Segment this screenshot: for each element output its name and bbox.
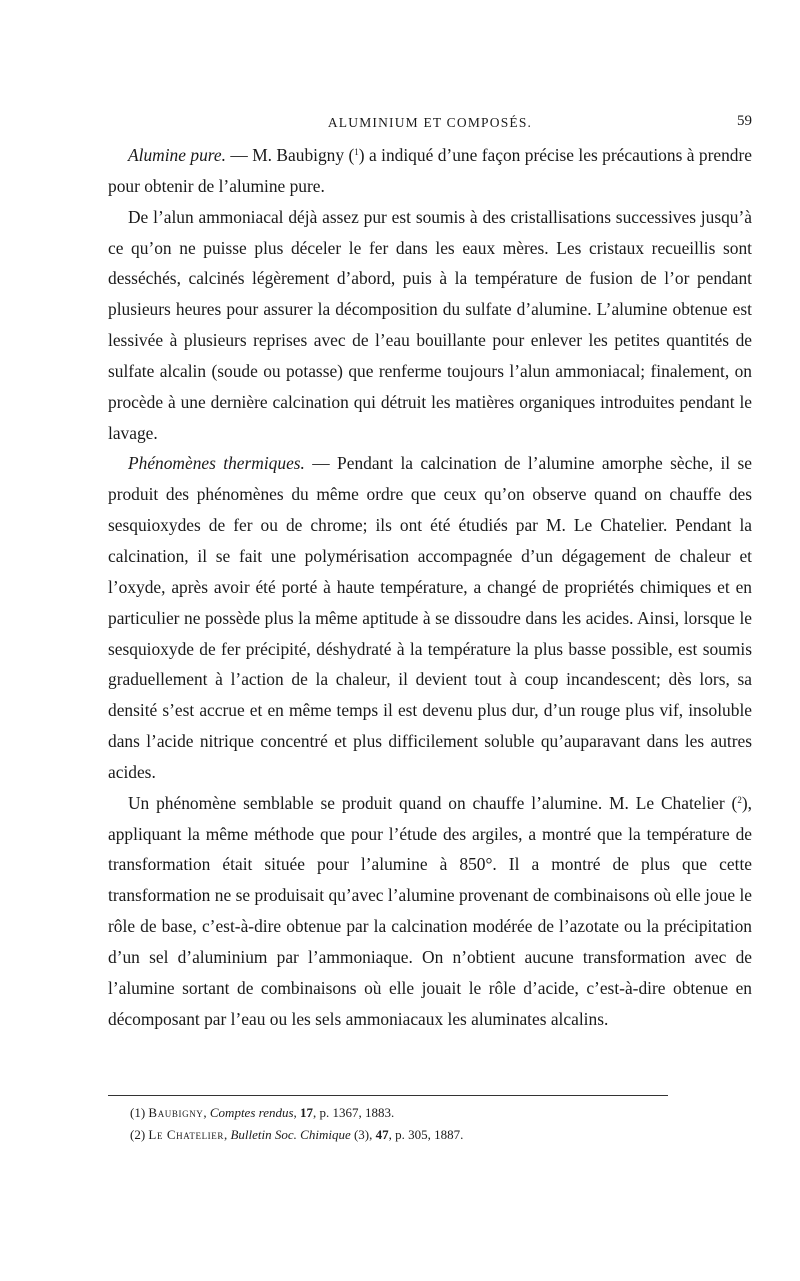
paragraph-transformation [108, 788, 752, 1035]
footnote-author: Baubigny [148, 1105, 204, 1120]
footnote-1: (1) Baubigny, Comptes rendus, 17, p. 1367, 1883. [130, 1105, 395, 1120]
paragraph-preparation: De l’alun ammoniacal déjà assez pur est soumis à des cristallisations successives jusqu’à ce qu’on ne puisse plus déceler le fer dans les eaux mères. Les cristaux recueillis sont desséchés, calcinés légèrement d’abord, puis à la température de fusion de l’or pendant plusieurs heures pour assurer la décomposition du sulfate d’alumine. L’alumine obtenue est lessivée à plusieurs reprises avec de l’eau bouillante pour enlever les petites quantités de sulfate alcalin (soude ou potasse) que renferme toujours l’alun ammoniacal; finalement, on procède à une dernière calcination qui détruit les matières organiques introduites pendant le lavage. [108, 206, 752, 443]
body-text [108, 140, 752, 1034]
footnote-mark: (1) [130, 1105, 146, 1120]
footnote-rest: , p. 305, 1887. [388, 1127, 464, 1142]
running-title: ALUMINIUM ET COMPOSÉS. [327, 115, 533, 130]
footnote-rest: , p. 1367, 1883. [313, 1105, 395, 1120]
paragraph-text: Un phénomène semblable se produit quand on chauffe l’alumine. M. Le Chatelier ( [128, 792, 738, 813]
footnote-series: (3), [350, 1127, 376, 1142]
paragraph-text: ) a indiqué d’une façon précise les précautions à prendre pour obtenir de l’alumine pure. [108, 145, 752, 196]
running-head [108, 112, 752, 134]
footnote-author: Le Chatelier [148, 1127, 224, 1142]
footnote-mark: (2) [130, 1127, 146, 1142]
section-lead-phenomenes-thermiques: Phénomènes thermiques. [128, 453, 305, 474]
footnote-ref[interactable]: 2 [737, 794, 742, 805]
paragraph-text: — M. Baubigny ( [225, 145, 355, 165]
footnote-divider [108, 1095, 668, 1096]
paragraph-phenomenes-thermiques [108, 448, 752, 787]
paragraph-alumine-pure [108, 140, 752, 202]
footnote-journal: Bulletin Soc. Chimique [230, 1127, 351, 1142]
page-number: 59 [737, 113, 752, 129]
footnotes [130, 1102, 750, 1146]
footnote-2: (2) Le Chatelier, Bulletin Soc. Chimique (3), 47, p. 305, 1887. [130, 1127, 464, 1142]
footnote-ref[interactable]: 1 [354, 147, 359, 157]
paragraph-text: ), appliquant la même méthode que pour l’étude des argiles, a montré que la température de transformation était située pour l’alumine à 850°. Il a montré de plus que cette transformation ne se produisait qu’avec l’alumine provenant de combinaisons où elle joue le rôle de base, c’est-à-dire obtenue par la calcination modérée de l’azotate ou la précipitation d’un sel d’aluminium par l’ammoniaque. On n’obtient aucune transformation avec de l’alumine sortant de combinaisons où elle jouait le rôle d’acide, c’est-à-dire obtenue en décomposant par l’eau ou les sels ammoniacaux les aluminates alcalins. [108, 792, 752, 1029]
footnote-volume: 47 [375, 1127, 389, 1142]
footnote-volume: 17 [300, 1105, 314, 1120]
footnote-journal: Comptes rendus [209, 1105, 294, 1120]
paragraph-text: — Pendant la calcination de l’alumine amorphe sèche, il se produit des phénomènes du même ordre que ceux qu’on observe quand on chauffe des sesquioxydes de fer ou de chrome; ils ont été étudiés par M. Le Chatelier. Pendant la calcination, il se fait une polymérisation accompagnée d’un dégagement de chaleur et l’oxyde, après avoir été porté à haute température, a changé de propriétés chimiques et en particulier ne possède plus la même aptitude à se dissoudre dans les acides. Ainsi, lorsque le sesquioxyde de fer précipité, déshydraté à la température la plus basse possible, est soumis graduellement à l’action de la chaleur, il devient tout à coup incandescent; dès lors, sa densité s’est accrue et en même temps il est devenu plus dur, d’un rouge plus vif, insoluble dans l’acide nitrique concentré et plus difficilement soluble qu’auparavant dans les autres acides. [108, 453, 752, 782]
section-lead-alumine-pure: Alumine pure. [128, 145, 226, 165]
